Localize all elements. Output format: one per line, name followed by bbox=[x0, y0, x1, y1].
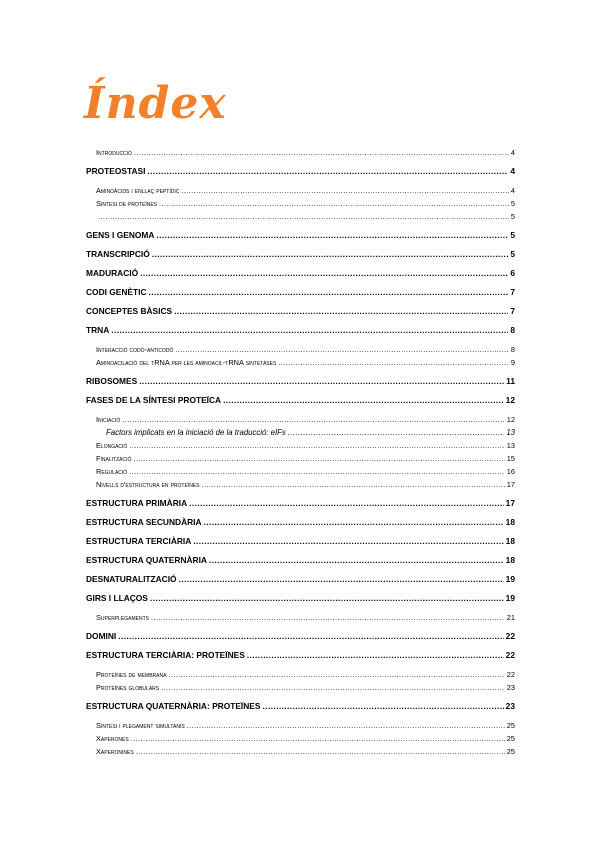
toc-entry[interactable] bbox=[86, 324, 515, 337]
toc-entry[interactable] bbox=[86, 375, 515, 388]
toc-entry-label: Elongació bbox=[96, 441, 128, 450]
toc-entry-label: Aminoàcids i enllaç peptídic bbox=[96, 186, 180, 195]
toc-entry-page: 18 bbox=[505, 536, 515, 546]
toc-entry-label: Finalització bbox=[96, 454, 132, 463]
toc-entry-page: 18 bbox=[505, 555, 515, 565]
toc-entry[interactable] bbox=[86, 229, 515, 242]
toc-entry-page: 4 bbox=[510, 166, 515, 176]
toc-entry-page: 23 bbox=[506, 683, 515, 692]
toc-leader-dots bbox=[201, 478, 504, 491]
toc-entry-page: 19 bbox=[505, 574, 515, 584]
toc-entry-label: PROTEOSTASI bbox=[86, 166, 146, 176]
toc-entry-page: 19 bbox=[505, 593, 515, 603]
toc-entry[interactable] bbox=[86, 286, 515, 299]
toc-entry-label: Superplegaments bbox=[96, 613, 149, 622]
toc-leader-dots bbox=[147, 165, 508, 178]
toc-entry-label: ESTRUCTURA QUATERNÀRIA bbox=[86, 555, 207, 565]
toc-leader-dots bbox=[136, 745, 505, 758]
toc-entry-label: Proteïnes globulars bbox=[96, 683, 160, 692]
toc-leader-dots bbox=[288, 426, 504, 439]
toc-leader-dots bbox=[150, 592, 504, 605]
toc-entry[interactable] bbox=[86, 535, 515, 548]
index-title: Índex bbox=[84, 78, 227, 129]
toc-entry[interactable] bbox=[86, 343, 515, 356]
table-of-contents bbox=[86, 146, 515, 758]
toc-entry-page: 16 bbox=[506, 467, 515, 476]
toc-entry-page: 22 bbox=[506, 670, 515, 679]
toc-entry[interactable] bbox=[86, 592, 515, 605]
toc-entry-page: 7 bbox=[510, 306, 515, 316]
toc-entry-label: TRNA bbox=[86, 325, 110, 335]
toc-entry-page: 15 bbox=[506, 454, 515, 463]
toc-leader-dots bbox=[174, 305, 508, 318]
toc-entry-page: 4 bbox=[510, 148, 515, 157]
toc-entry-label: Aminoacilació del tRNA per les aminoacil-tRNA sintetases bbox=[96, 358, 277, 367]
toc-entry-label: Regulació bbox=[96, 467, 128, 476]
toc-leader-dots bbox=[181, 184, 509, 197]
toc-entry-page: 23 bbox=[505, 701, 515, 711]
toc-entry[interactable] bbox=[86, 554, 515, 567]
toc-leader-dots bbox=[204, 516, 504, 529]
toc-entry-label: RIBOSOMES bbox=[86, 376, 138, 386]
toc-entry-page: 6 bbox=[510, 268, 515, 278]
toc-entry-page: 5 bbox=[510, 230, 515, 240]
toc-entry-label: Proteïnes de membrana bbox=[96, 670, 167, 679]
toc-leader-dots bbox=[159, 197, 509, 210]
toc-entry-label: GIRS I LLAÇOS bbox=[86, 593, 148, 603]
toc-entry-page: 5 bbox=[510, 212, 515, 221]
toc-entry-page: 13 bbox=[506, 428, 515, 437]
toc-entry[interactable] bbox=[86, 732, 515, 745]
toc-leader-dots bbox=[131, 732, 505, 745]
toc-entry-label: Xaperonines bbox=[96, 747, 134, 756]
toc-leader-dots bbox=[175, 343, 508, 356]
toc-entry[interactable] bbox=[86, 394, 515, 407]
toc-entry-page: 8 bbox=[510, 325, 515, 335]
toc-entry[interactable] bbox=[86, 165, 515, 178]
toc-leader-dots bbox=[161, 681, 505, 694]
toc-entry-label: Xaperones bbox=[96, 734, 129, 743]
toc-entry[interactable] bbox=[86, 452, 515, 465]
toc-entry-page: 25 bbox=[506, 721, 515, 730]
toc-entry-label: ESTRUCTURA TERCIÀRIA bbox=[86, 536, 192, 546]
toc-entry[interactable] bbox=[86, 197, 515, 210]
toc-entry[interactable] bbox=[86, 668, 515, 681]
toc-leader-dots bbox=[134, 146, 509, 159]
toc-entry[interactable] bbox=[86, 497, 515, 510]
toc-entry-label: CONCEPTES BÀSICS bbox=[86, 306, 173, 316]
toc-entry[interactable] bbox=[86, 413, 515, 426]
toc-entry[interactable] bbox=[86, 267, 515, 280]
toc-entry[interactable] bbox=[86, 700, 515, 713]
toc-entry-label: ESTRUCTURA PRIMÀRIA bbox=[86, 498, 188, 508]
toc-entry[interactable] bbox=[86, 516, 515, 529]
toc-entry-label: DESNATURALITZACIÓ bbox=[86, 574, 177, 584]
toc-leader-dots bbox=[209, 554, 504, 567]
toc-entry[interactable] bbox=[86, 356, 515, 369]
toc-entry[interactable] bbox=[86, 630, 515, 643]
toc-entry[interactable] bbox=[86, 146, 515, 159]
toc-entry-label: ESTRUCTURA QUATERNÀRIA: PROTEÏNES bbox=[86, 701, 261, 711]
toc-leader-dots bbox=[193, 535, 503, 548]
toc-entry[interactable] bbox=[86, 439, 515, 452]
toc-entry-label: TRANSCRIPCIÓ bbox=[86, 249, 150, 259]
toc-entry-label: GENS I GENOMA bbox=[86, 230, 155, 240]
toc-entry-label: FASES DE LA SÍNTESI PROTEÏCA bbox=[86, 395, 222, 405]
toc-leader-dots bbox=[149, 286, 509, 299]
toc-leader-dots bbox=[111, 324, 508, 337]
toc-leader-dots bbox=[118, 630, 503, 643]
toc-entry[interactable] bbox=[86, 210, 515, 223]
toc-leader-dots bbox=[168, 668, 504, 681]
toc-entry-page: 8 bbox=[510, 345, 515, 354]
toc-entry-page: 17 bbox=[506, 480, 515, 489]
toc-leader-dots bbox=[223, 394, 504, 407]
toc-leader-dots bbox=[151, 611, 505, 624]
toc-entry-label: Factors implicats en la iniciació de la traducció: eIFs bbox=[106, 428, 286, 437]
toc-leader-dots bbox=[247, 649, 504, 662]
toc-entry-label: MADURACIÓ bbox=[86, 268, 139, 278]
toc-entry-page: 21 bbox=[506, 613, 515, 622]
toc-entry-page: 5 bbox=[510, 199, 515, 208]
toc-entry-label: Síntesi i plegament simultanis bbox=[96, 721, 185, 730]
toc-leader-dots bbox=[139, 375, 504, 388]
toc-entry[interactable] bbox=[86, 745, 515, 758]
toc-entry[interactable] bbox=[86, 681, 515, 694]
toc-entry[interactable] bbox=[86, 248, 515, 261]
toc-entry-page: 22 bbox=[505, 650, 515, 660]
toc-leader-dots bbox=[152, 248, 509, 261]
toc-entry-page: 7 bbox=[510, 287, 515, 297]
toc-entry[interactable] bbox=[86, 305, 515, 318]
toc-entry-page: 22 bbox=[505, 631, 515, 641]
toc-entry[interactable] bbox=[86, 465, 515, 478]
toc-entry[interactable] bbox=[86, 478, 515, 491]
toc-leader-dots bbox=[122, 413, 504, 426]
toc-entry-page: 13 bbox=[506, 441, 515, 450]
toc-leader-dots bbox=[129, 465, 505, 478]
toc-entry[interactable] bbox=[86, 611, 515, 624]
toc-entry-label: CODI GENÈTIC bbox=[86, 287, 147, 297]
toc-entry-page: 11 bbox=[506, 376, 515, 386]
toc-entry[interactable] bbox=[86, 426, 515, 439]
toc-leader-dots bbox=[179, 573, 504, 586]
toc-leader-dots bbox=[140, 267, 508, 280]
toc-entry[interactable] bbox=[86, 719, 515, 732]
toc-entry-page: 25 bbox=[506, 734, 515, 743]
toc-leader-dots bbox=[189, 497, 504, 510]
toc-entry-label: ESTRUCTURA TERCIÀRIA: PROTEÏNES bbox=[86, 650, 245, 660]
toc-entry-page: 4 bbox=[510, 186, 515, 195]
toc-entry-page: 18 bbox=[505, 517, 515, 527]
toc-entry-label: Iniciació bbox=[96, 415, 121, 424]
toc-leader-dots bbox=[156, 229, 508, 242]
toc-leader-dots bbox=[98, 210, 509, 223]
toc-leader-dots bbox=[262, 700, 503, 713]
toc-entry-label: DOMINI bbox=[86, 631, 117, 641]
toc-entry-page: 5 bbox=[510, 249, 515, 259]
toc-entry-page: 25 bbox=[506, 747, 515, 756]
toc-leader-dots bbox=[129, 439, 504, 452]
toc-entry-label: Nivells d'estructura en proteïnes bbox=[96, 480, 200, 489]
toc-entry-label: Introducció bbox=[96, 148, 132, 157]
toc-entry[interactable] bbox=[86, 573, 515, 586]
toc-entry-page: 12 bbox=[506, 415, 515, 424]
toc-entry[interactable] bbox=[86, 649, 515, 662]
toc-entry-page: 9 bbox=[510, 358, 515, 367]
toc-entry[interactable] bbox=[86, 184, 515, 197]
toc-leader-dots bbox=[278, 356, 509, 369]
toc-entry-label: ESTRUCTURA SECUNDÀRIA bbox=[86, 517, 202, 527]
toc-entry-page: 12 bbox=[505, 395, 515, 405]
toc-entry-page: 17 bbox=[505, 498, 515, 508]
toc-entry-label: Síntesi de proteïnes bbox=[96, 199, 157, 208]
toc-leader-dots bbox=[133, 452, 504, 465]
toc-entry-label: Interacció codó-anticodó bbox=[96, 345, 174, 354]
toc-leader-dots bbox=[187, 719, 505, 732]
